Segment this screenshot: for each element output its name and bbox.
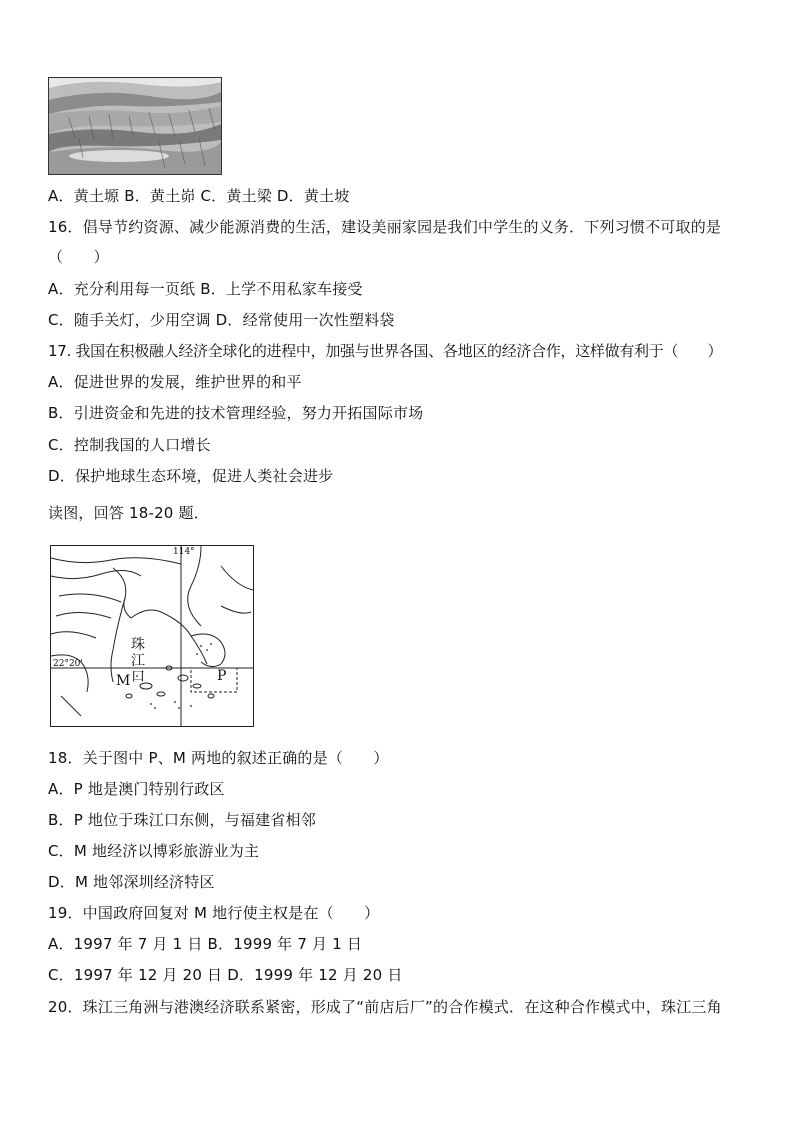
location-p-label: P [217, 668, 227, 684]
q16-stem: 16．倡导节约资源、减少能源消费的生活，建设美丽家园是我们中学生的义务．下列习惯不可取的是 [48, 218, 722, 236]
q19-options-ab: A．1997 年 7 月 1 日 B．1999 年 7 月 1 日 [48, 935, 363, 953]
q15-options: A．黄土塬 B．黄土峁 C．黄土梁 D．黄土坡 [48, 187, 350, 205]
loess-photo-illustration [49, 78, 221, 174]
river-mouth-char-3: 口 [131, 669, 145, 685]
q16-answer-blank: （ ） [48, 248, 109, 266]
map-illustration [51, 546, 253, 726]
q17-option-a: A．促进世界的发展，维护世界的和平 [48, 373, 302, 391]
river-mouth-char-2: 江 [131, 653, 145, 669]
q17-option-c: C．控制我国的人口增长 [48, 436, 211, 454]
q18-stem: 18．关于图中 P、M 两地的叙述正确的是（ ） [48, 749, 389, 767]
q18-option-a: A．P 地是澳门特别行政区 [48, 780, 225, 798]
q19-stem: 19．中国政府回复对 M 地行使主权是在（ ） [48, 904, 380, 922]
q17-option-b: B．引进资金和先进的技术管理经验，努力开拓国际市场 [48, 404, 424, 422]
q18-option-d: D．M 地邻深圳经济特区 [48, 873, 215, 891]
q18-option-b: B．P 地位于珠江口东侧，与福建省相邻 [48, 811, 316, 829]
q17-option-d: D．保护地球生态环境，促进人类社会进步 [48, 467, 334, 485]
latitude-label: 22°20' [53, 659, 83, 669]
q16-options-cd: C．随手关灯，少用空调 D．经常使用一次性塑料袋 [48, 311, 395, 329]
map-intro: 读图，回答 18-20 题． [48, 504, 209, 522]
q18-option-c: C．M 地经济以博彩旅游业为主 [48, 842, 260, 860]
q19-options-cd: C．1997 年 12 月 20 日 D．1999 年 12 月 20 日 [48, 966, 403, 984]
location-m-label: M [116, 673, 131, 689]
q17-stem: 17. 我国在积极融人经济全球化的进程中，加强与世界各国、各地区的经济合作，这样做有利于（ ） [48, 342, 723, 360]
pearl-river-estuary-map [50, 545, 254, 727]
q20-stem: 20．珠江三角洲与港澳经济联系紧密，形成了“前店后厂”的合作模式．在这种合作模式中，珠江三角 [48, 998, 722, 1016]
river-mouth-char-1: 珠 [131, 637, 145, 653]
longitude-label: 114° [173, 547, 195, 557]
loess-landform-photo [48, 77, 222, 175]
q16-options-ab: A．充分利用每一页纸 B．上学不用私家车接受 [48, 280, 363, 298]
